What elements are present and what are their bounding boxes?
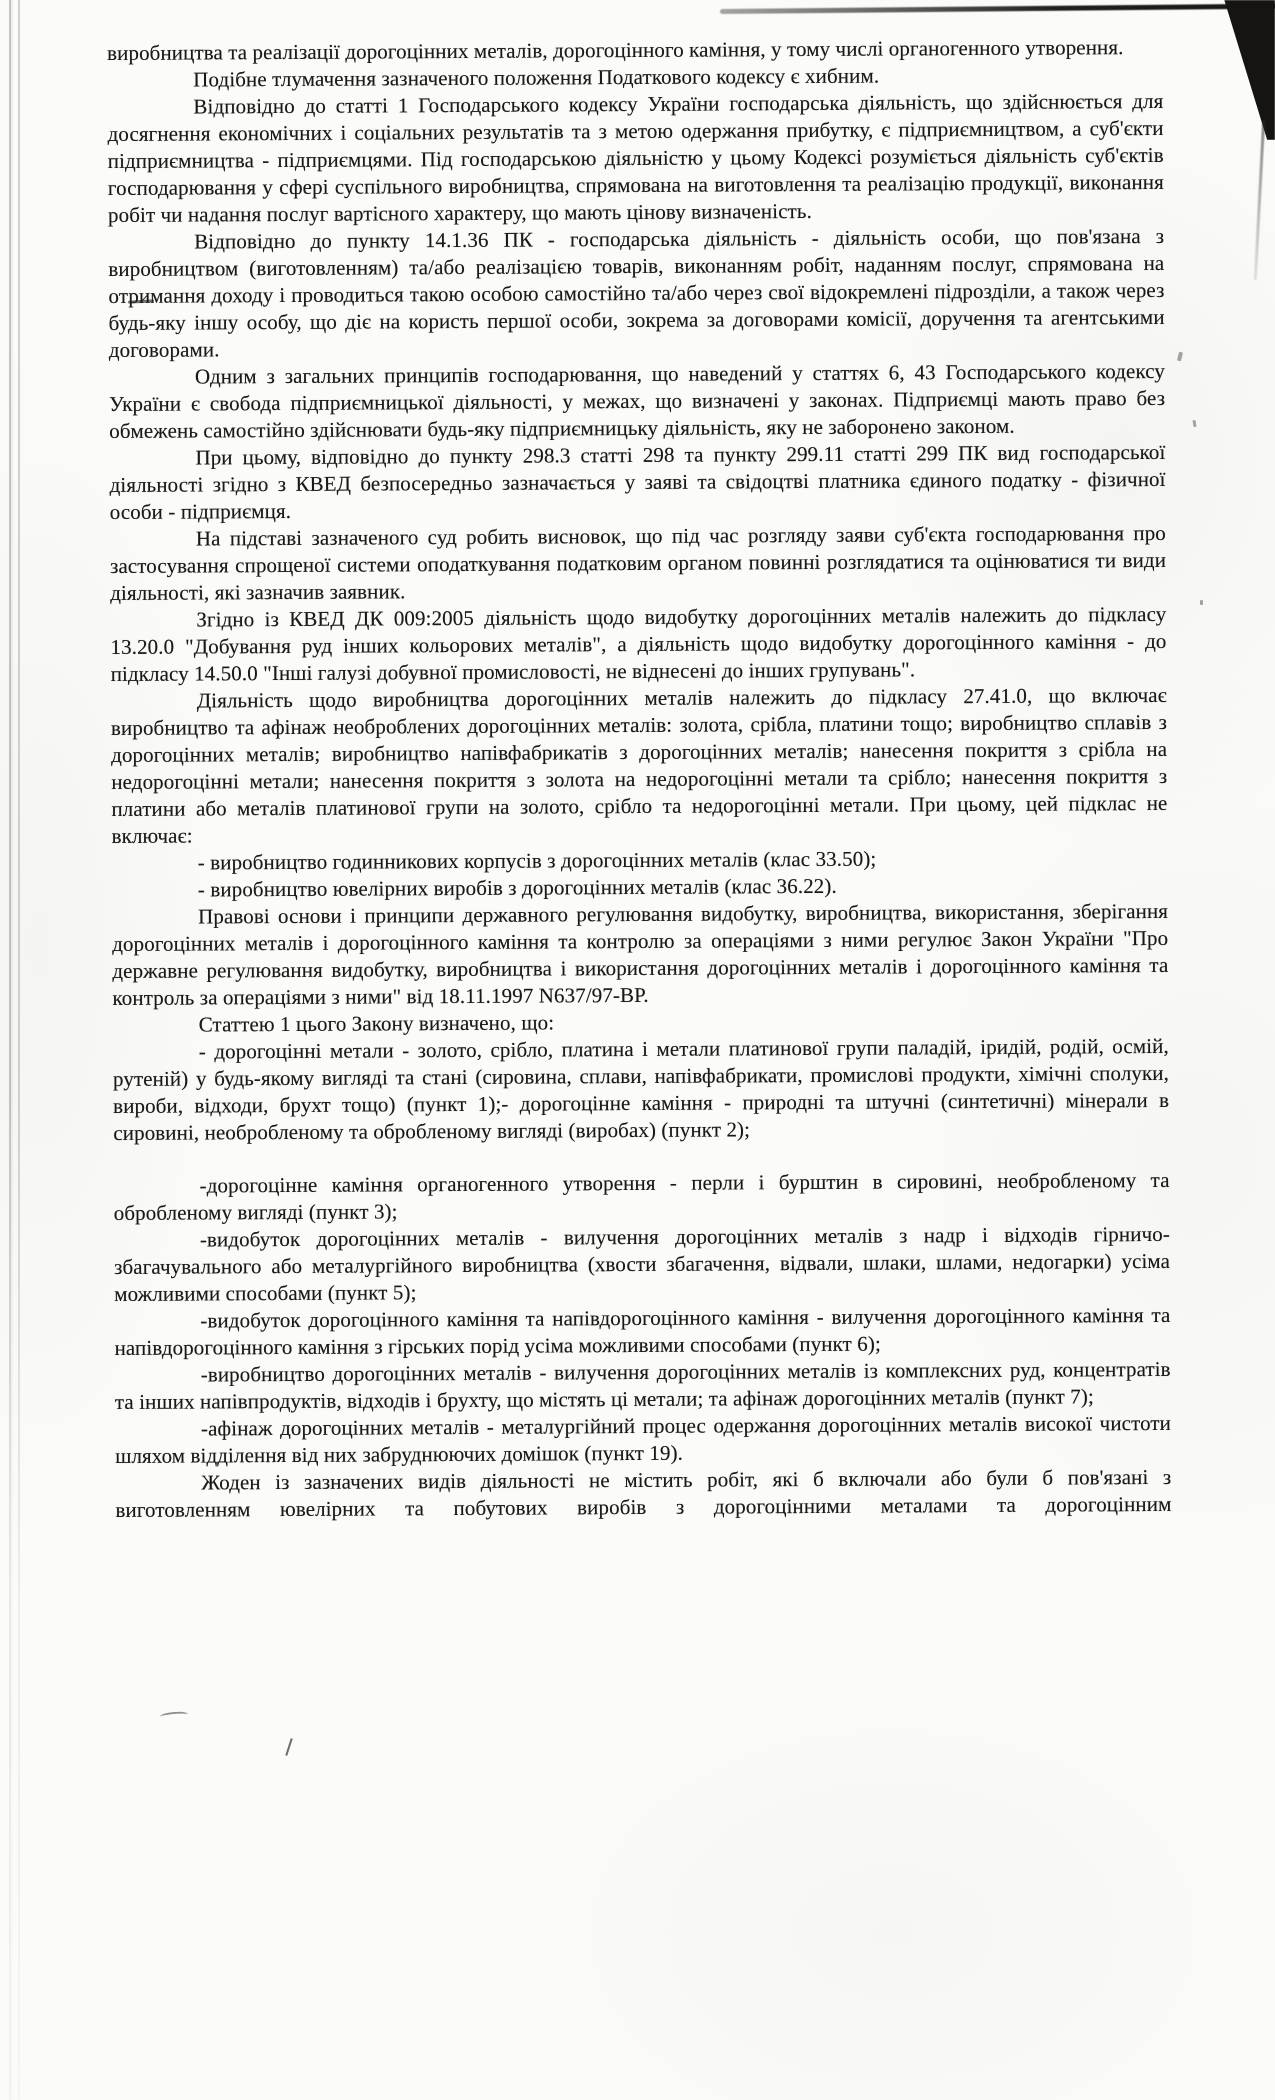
scan-artifact-bottom-stroke [285,1738,292,1756]
paragraph: Подібне тлумачення зазначеного положення Податкового кодексу є хибним. [193,63,880,92]
paragraph: Діяльність щодо виробництва дорогоцінних металів належить до підкласу 27.41.0, що включає виробництво та афінаж необроблених дорогоцінних металів: золота, срібла, платини тощо; виробництво сплавів з дорогоцінних металів; виробництво напівфабрикатів з дорогоцінних металів; нанесення покриття з срібла на недорогоцінні метали; нанесення покриття з золота на недорогоцінні метали та срібло; нанесення покриття з платини або металів платинової групи на золото, срібло та недорогоцінні метали. При цьому, цей підклас не включає: [110,682,1168,848]
paragraph: На підставі зазначеного суд робить висновок, що під час розгляду заяви суб'єкта господарювання про застосування спрощеної системи оподаткування податковим органом повинні розглядатися та оцінюватися ти види діяльності, які зазначив заявник. [109,520,1167,605]
paragraph: виробництва та реалізації дорогоцінних металів, дорогоцінного каміння, у тому числі органогенного утворення. [107,35,1124,65]
paragraph: Жоден із зазначених видів діяльності не містить робіт, які б включали або були б пов'язані з виготовленням ювелірних та побутових виробів з дорогоцінними металами та дорогоцінним [115,1464,1172,1522]
scan-artifact-left-edge [9,0,23,2100]
paragraph: Статтею 1 цього Закону визначено, що: [198,1010,555,1037]
scan-artifact-speck [1177,352,1183,362]
paragraph: -виробництво дорогоцінних металів - вилучення дорогоцінних металів із комплексних руд, концентратів та інших напівпродуктів, відходів і брухту, що містять ці метали; та афінаж дорогоцінних металів (пункт 7); [114,1356,1171,1414]
scan-artifact-top-right-corner [1210,0,1275,140]
scan-artifact-speck [1200,600,1203,605]
scan-artifact-speck [1192,420,1196,427]
scan-artifact-bottom-squiggle [160,1711,189,1720]
paragraph: -видобуток дорогоцінного каміння та напівдорогоцінного каміння - вилучення дорогоцінного каміння та напівдорогоцінного каміння з гірських порід усіма можливими способами (пункт 6); [114,1302,1171,1360]
paragraph: - виробництво годинникових корпусів з дорогоцінних металів (клас 33.50); [197,846,877,875]
paragraph: - дорогоцінні метали - золото, срібло, платина і метали платинової групи паладій, іридій, родій, осмій, рутеній) у будь-якому вигляді та стані (сировина, сплави, напівфабрикати, промислові продукти, хімічні сполуки, вироби, відходи, брухт тощо) (пункт 1);- дорогоцінне каміння - природні та штучні (синтетичні) мінерали в сировині, необробленому та обробленому вигляді (виробах) (пункт 2); [112,1033,1170,1145]
paragraph: - виробництво ювелірних виробів з дорогоцінних металів (клас 36.22). [197,873,837,902]
paragraph: Правові основи і принципи державного регулювання видобутку, виробництва, використання, зберігання дорогоцінних металів і дорогоцінного каміння та контролю за операціями з ними регулює Закон України "Про державне регулювання видобутку, виробництва і використання дорогоцінних металів і дорогоцінного каміння та контроль за операціями з ними" від 18.11.1997 N637/97-ВР. [112,898,1169,1010]
paragraph: -видобуток дорогоцінних металів - вилучення дорогоцінних металів з надр і відходів гірничо-збагачувального або металургійного виробництва (хвости збагачення, відвали, шлаки, шлами, недогарки) усіма можливими способами (пункт 5); [113,1221,1171,1306]
paragraph: Одним з загальних принципів господарювання, що наведений у статтях 6, 43 Господарського кодексу України є свобода підприємницької діяльності, у межах, що визначені у законах. Підприємці мають право без обмежень самостійно здійснювати будь-яку підприємницьку діяльність, яку не заборонено законом. [109,358,1166,443]
paragraph: Згідно із КВЕД ДК 009:2005 діяльність щодо видобутку дорогоцінних металів належить до підкласу 13.20.0 "Добування руд інших кольорових металів", а діяльність щодо видобутку дорогоцінного каміння - до підкласу 14.50.0 "Інші галузі добувної промисловості, не віднесені до інших групувань". [110,601,1167,686]
paragraph: -дорогоцінне каміння органогенного утворення - перли і бурштин в сировині, необробленому та обробленому вигляді (пункт 3); [113,1167,1170,1225]
paragraph: Відповідно до статті 1 Господарського кодексу України господарська діяльність, що здійснюється для досягнення економічних і соціальних результатів та з метою одержання прибутку, є підприємництвом, а суб'єкти підприємництва - підприємцями. Під господарською діяльністю у цьому Кодексі розуміється діяльність суб'єктів господарювання у сфері суспільного виробництва, спрямована на виготовлення та реалізацію продукції, виконання робіт чи надання послуг вартісного характеру, що мають цінову визначеність. [107,88,1164,227]
paragraph: -афінаж дорогоцінних металів - металургійний процес одержання дорогоцінних металів високої чистоти шляхом відділення від них забруднюючих домішок (пункт 19). [115,1410,1172,1468]
paragraph: Відповідно до пункту 14.1.36 ПК - господарська діяльність - діяльність особи, що пов'язана з виробництвом (виготовленням) та/або реалізацією товарів, виконанням робіт, наданням послуг, спрямована на отримання доходу і проводиться такою особою самостійно та/або через свої відокремлені підрозділи, а також через будь-яку іншу особу, що діє на користь першої особи, зокрема за договорами комісії, доручення та агентськими договорами. [108,223,1165,362]
paragraph: При цьому, відповідно до пункту 298.3 статті 298 та пункту 299.11 статті 299 ПК вид господарської діяльності згідно з КВЕД безпосередньо зазначається у заяві та свідоцтві платника єдиного податку - фізичної особи - підприємця. [109,439,1166,524]
document-body [107,34,1172,1524]
scan-artifact-right-fold [1254,120,1265,280]
scan-artifact-top-edge [720,4,1275,14]
